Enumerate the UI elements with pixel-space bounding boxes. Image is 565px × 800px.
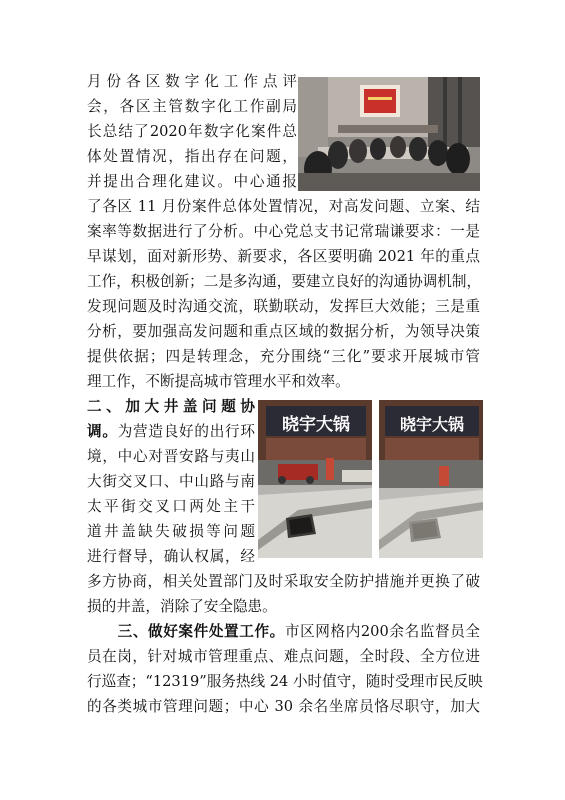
text-line: 道井盖缺失破损等问题 xyxy=(87,523,255,540)
manhole-photo-before xyxy=(258,400,372,558)
shop-sign-text: 晓宇大锅 xyxy=(399,415,465,434)
text-line: 境，中心对晋安路与夷山 xyxy=(87,448,255,465)
text-line: 长总结了2020年数字化案件总 xyxy=(87,123,297,140)
section-heading-text: 调。 xyxy=(87,423,118,440)
text-line: 损的井盖，消除了安全隐患。 xyxy=(87,598,277,615)
text-line: 早谋划，面对新形势、新要求，各区要明确 2021 年的重点 xyxy=(87,248,480,265)
text-line: 分析，要加强高发问题和重点区域的数据分析，为领导决策 xyxy=(87,323,480,340)
text-line: 进行督导，确认权属，经 xyxy=(87,548,255,565)
text-line: 体处置情况，指出存在问题， xyxy=(87,148,297,165)
text-line: 大街交叉口、中山路与南 xyxy=(87,473,255,490)
section-heading xyxy=(87,620,480,644)
meeting-photo xyxy=(298,77,480,191)
text-line: 工作，积极创新；二是多沟通，要建立良好的沟通协调机制， xyxy=(87,273,482,290)
manhole-photo-after xyxy=(379,400,483,558)
text-span: 市区网格内200余名监督员全 xyxy=(284,623,480,640)
section-heading xyxy=(87,395,255,419)
text-line: 提供依据；四是转理念，充分围绕“三化”要求开展城市管 xyxy=(87,348,480,365)
text-line: 并提出合理化建议。中心通报 xyxy=(87,173,297,190)
text-line: 员在岗，针对城市管理重点、难点问题，全时段、全方位进 xyxy=(87,648,480,665)
text-line: 了各区 11 月份案件总体处置情况，对高发问题、立案、结 xyxy=(87,198,480,215)
text-line: 太平街交叉口两处主干 xyxy=(87,498,255,515)
text-line: 月份各区数字化工作点评 xyxy=(87,73,297,90)
shop-sign-text: 晓宇大锅 xyxy=(282,415,350,435)
section-heading-text: 三、做好案件处置工作。 xyxy=(117,623,285,640)
text-line: 案率等数据进行了分析。中心党总支书记常瑞谦要求：一是 xyxy=(87,223,480,240)
text-span: 为营造良好的出行环 xyxy=(117,423,255,440)
text-line: 行巡查；“12319”服务热线 24 小时值守，随时受理市民反映 xyxy=(87,673,483,690)
text-line: 发现问题及时沟通交流，联勤联动，发挥巨大效能；三是重 xyxy=(87,298,480,315)
text-line: 多方协商，相关处置部门及时采取安全防护措施并更换了破 xyxy=(87,573,480,590)
section-heading-text: 二、加大井盖问题协 xyxy=(87,398,255,415)
text-line: 会，各区主管数字化工作副局 xyxy=(87,98,297,115)
text-line xyxy=(87,420,255,444)
text-line: 理工作，不断提高城市管理水平和效率。 xyxy=(87,373,350,390)
text-line: 的各类城市管理问题；中心 30 余名坐席员恪尽职守，加大 xyxy=(87,698,480,715)
